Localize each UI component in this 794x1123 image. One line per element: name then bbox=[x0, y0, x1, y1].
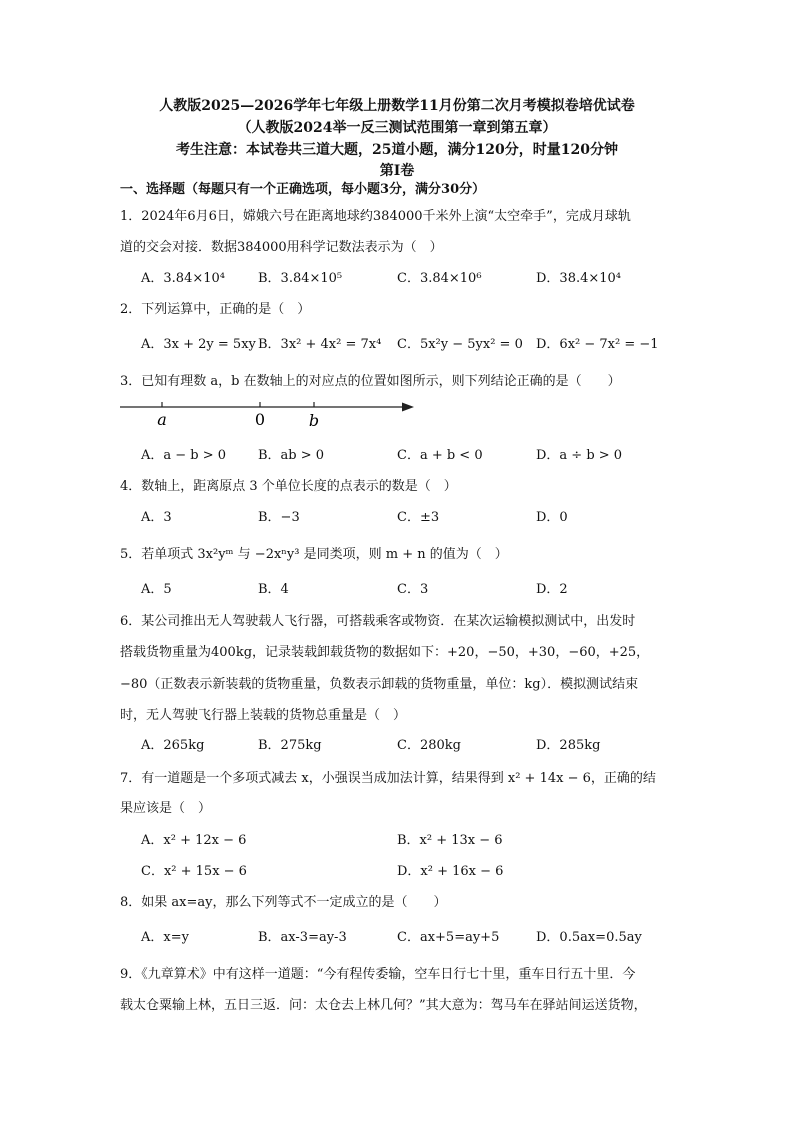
q7-option-d: D．x² + 16x − 6 bbox=[397, 864, 504, 879]
q1-option-c: C．3.84×10⁶ bbox=[397, 271, 482, 286]
question-7-line-2: 果应该是（ ） bbox=[120, 801, 212, 816]
q1-option-a: A．3.84×10⁴ bbox=[141, 271, 225, 286]
question-2-stem: 2．下列运算中，正确的是（ ） bbox=[120, 302, 311, 317]
question-7-line-1: 7．有一道题是一个多项式减去 x，小强误当成加法计算，结果得到 x² + 14x − 6，正确的结 bbox=[120, 771, 656, 786]
q7-option-a: A．x² + 12x − 6 bbox=[141, 833, 247, 848]
question-6-line-4: 时，无人驾驶飞行器上装载的货物总重量是（ ） bbox=[120, 708, 407, 723]
q3-option-d: D．a ÷ b > 0 bbox=[536, 448, 623, 463]
q1-option-d: D．38.4×10⁴ bbox=[536, 271, 622, 286]
question-3-stem: 3．已知有理数 a，b 在数轴上的对应点的位置如图所示，则下列结论正确的是（ ） bbox=[120, 374, 621, 389]
q6-option-a: A．265kg bbox=[141, 738, 205, 753]
q4-option-a: A．3 bbox=[141, 510, 172, 525]
q5-option-c: C．3 bbox=[397, 582, 429, 597]
section-heading: 一、选择题（每题只有一个正确选项，每小题3分，满分30分） bbox=[120, 182, 486, 197]
question-8-stem: 8．如果 ax=ay，那么下列等式不一定成立的是（ ） bbox=[120, 895, 447, 910]
q3-option-a: A．a − b > 0 bbox=[141, 448, 227, 463]
exam-notice: 考生注意：本试卷共三道大题，25道小题，满分120分，时量120分钟 bbox=[176, 142, 618, 158]
question-6-line-2: 搭载货物重量为400kg，记录装载卸载货物的数据如下：+20，−50，+30，−60，+25， bbox=[120, 645, 650, 660]
q3-option-b: B．ab > 0 bbox=[258, 448, 325, 463]
q6-option-d: D．285kg bbox=[536, 738, 601, 753]
volume-heading: 第Ⅰ卷 bbox=[379, 163, 415, 179]
q6-option-b: B．275kg bbox=[258, 738, 322, 753]
exam-subtitle: （人教版2024举一反三测试范围第一章到第五章） bbox=[237, 120, 557, 136]
question-6-line-1: 6．某公司推出无人驾驶载人飞行器，可搭载乘客或物资．在某次运输模拟测试中，出发时 bbox=[120, 614, 636, 629]
question-4-stem: 4．数轴上，距离原点 3 个单位长度的点表示的数是（ ） bbox=[120, 479, 457, 494]
question-5-stem: 5．若单项式 3x²yᵐ 与 −2xⁿy³ 是同类项，则 m + n 的值为（ ） bbox=[120, 547, 508, 562]
exam-title: 人教版2025—2026学年七年级上册数学11月份第二次月考模拟卷培优试卷 bbox=[159, 98, 635, 114]
question-6-line-3: −80（正数表示新装载的货物重量，负数表示卸载的货物重量，单位：kg）．模拟测试结束 bbox=[120, 677, 639, 692]
q2-option-c: C．5x²y − 5yx² = 0 bbox=[397, 337, 523, 352]
axis-label-zero: 0 bbox=[254, 410, 266, 429]
q5-option-d: D．2 bbox=[536, 582, 568, 597]
q4-option-d: D．0 bbox=[536, 510, 568, 525]
question-9-line-2: 载太仓粟输上林，五日三返．问：太仓去上林几何？”其大意为：驾马车在驿站间运送货物， bbox=[120, 998, 647, 1013]
q4-option-b: B．−3 bbox=[258, 510, 300, 525]
q8-option-a: A．x=y bbox=[141, 930, 189, 945]
q5-option-a: A．5 bbox=[141, 582, 172, 597]
q5-option-b: B．4 bbox=[258, 582, 289, 597]
axis-label-a: a bbox=[157, 410, 167, 429]
q6-option-c: C．280kg bbox=[397, 738, 461, 753]
q7-option-c: C．x² + 15x − 6 bbox=[141, 864, 247, 879]
q1-option-b: B．3.84×10⁵ bbox=[258, 271, 343, 286]
number-line-figure bbox=[118, 396, 418, 432]
question-9-line-1: 9．《九章算术》中有这样一道题：“今有程传委输，空车日行七十里，重车日行五十里．今 bbox=[120, 967, 636, 982]
q2-option-a: A．3x + 2y = 5xy bbox=[141, 337, 256, 352]
q4-option-c: C．±3 bbox=[397, 510, 440, 525]
q8-option-d: D．0.5ax=0.5ay bbox=[536, 930, 642, 945]
q2-option-d: D．6x² − 7x² = −1 bbox=[536, 337, 659, 352]
q7-option-b: B．x² + 13x − 6 bbox=[397, 833, 503, 848]
q3-option-c: C．a + b < 0 bbox=[397, 448, 483, 463]
question-1-line-1: 1．2024年6月6日，嫦娥六号在距离地球约384000千米外上演“太空牵手”，完成月球轨 bbox=[120, 209, 631, 224]
q8-option-b: B．ax-3=ay-3 bbox=[258, 930, 347, 945]
q8-option-c: C．ax+5=ay+5 bbox=[397, 930, 500, 945]
q2-option-b: B．3x² + 4x² = 7x⁴ bbox=[258, 337, 382, 352]
question-1-line-2: 道的交会对接．数据384000用科学记数法表示为（ ） bbox=[120, 240, 443, 255]
axis-label-b: b bbox=[308, 411, 320, 430]
